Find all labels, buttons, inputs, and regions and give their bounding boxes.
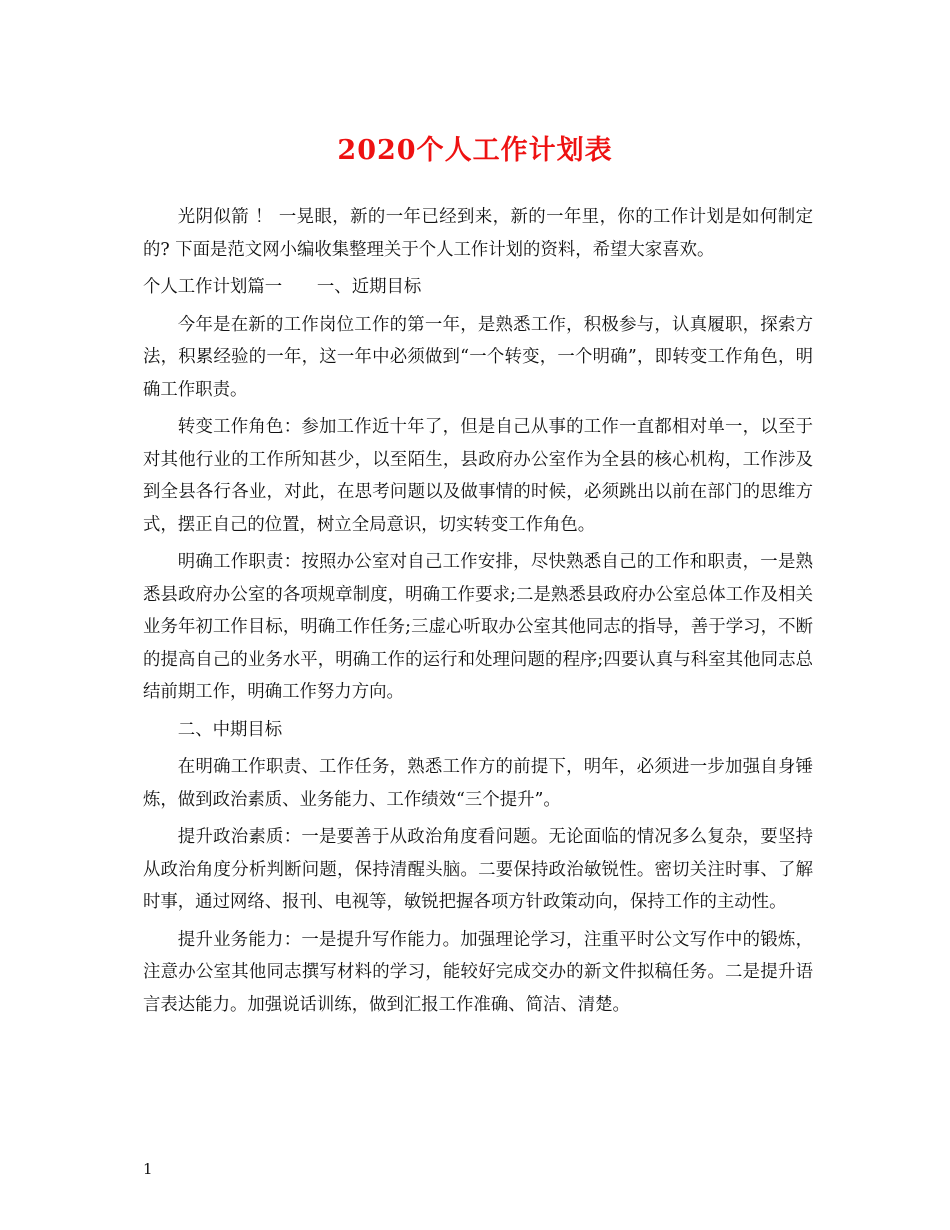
section-heading-short-term: 个人工作计划篇一 一、近期目标 [143,277,422,297]
document-body [143,201,813,1026]
intro-paragraph: 光阴似箭 ！ 一晃眼，新的一年已经到来，新的一年里，你的工作计划是如何制定的? 下面是范文网小编收集整理关于个人工作计划的资料，希望大家喜欢。 [143,207,813,260]
paragraph-mid-term-goals: 在明确工作职责、工作任务，熟悉工作方的前提下，明年，必须进一步加强自身锤炼，做到政治素质、业务能力、工作绩效“三个提升”。 [143,757,813,810]
paragraph-change-role: 转变工作角色：参加工作近十年了，但是自己从事的工作一直都相对单一，以至于对其他行业的工作所知甚少，以至陌生，县政府办公室作为全县的核心机构，工作涉及到全县各行各业，对此，在思考问题以及做事情的时候，必须跳出以前在部门的思维方式，摆正自己的位置，树立全局意识，切实转变工作角色。 [143,417,813,535]
paragraph-business-ability: 提升业务能力：一是提升写作能力。加强理论学习，注重平时公文写作中的锻炼，注意办公室其他同志撰写材料的学习，能较好完成交办的新文件拟稿任务。二是提升语言表达能力。加强说话训练，做到汇报工作准确、简洁、清楚。 [143,929,813,1015]
section-heading-mid-term: 二、中期目标 [177,719,283,740]
paragraph-clarify-duties: 明确工作职责：按照办公室对自己工作安排，尽快熟悉自己的工作和职责，一是熟悉县政府办公室的各项规章制度，明确工作要求;二是熟悉县政府办公室总体工作及相关业务年初工作目标，明确工作任务;三虚心听取办公室其他同志的指导，善于学习，不断的提高自己的业务水平，明确工作的运行和处理问题的程序;四要认真与科室其他同志总结前期工作，明确工作努力方向。 [143,552,813,702]
paragraph-first-year: 今年是在新的工作岗位工作的第一年，是熟悉工作，积极参与，认真履职，探索方法，积累经验的一年，这一年中必须做到“一个转变，一个明确”，即转变工作角色，明确工作职责。 [143,314,813,400]
document-title: 2020个人工作计划表 [337,135,613,166]
page-number: 1 [143,1160,153,1178]
paragraph-political-quality: 提升政治素质：一是要善于从政治角度看问题。无论面临的情况多么复杂，要坚持从政治角度分析判断问题，保持清醒头脑。二要保持政治敏锐性。密切关注时事、了解时事，通过网络、报刊、电视等，敏锐把握各项方针政策动向，保持工作的主动性。 [143,827,813,912]
